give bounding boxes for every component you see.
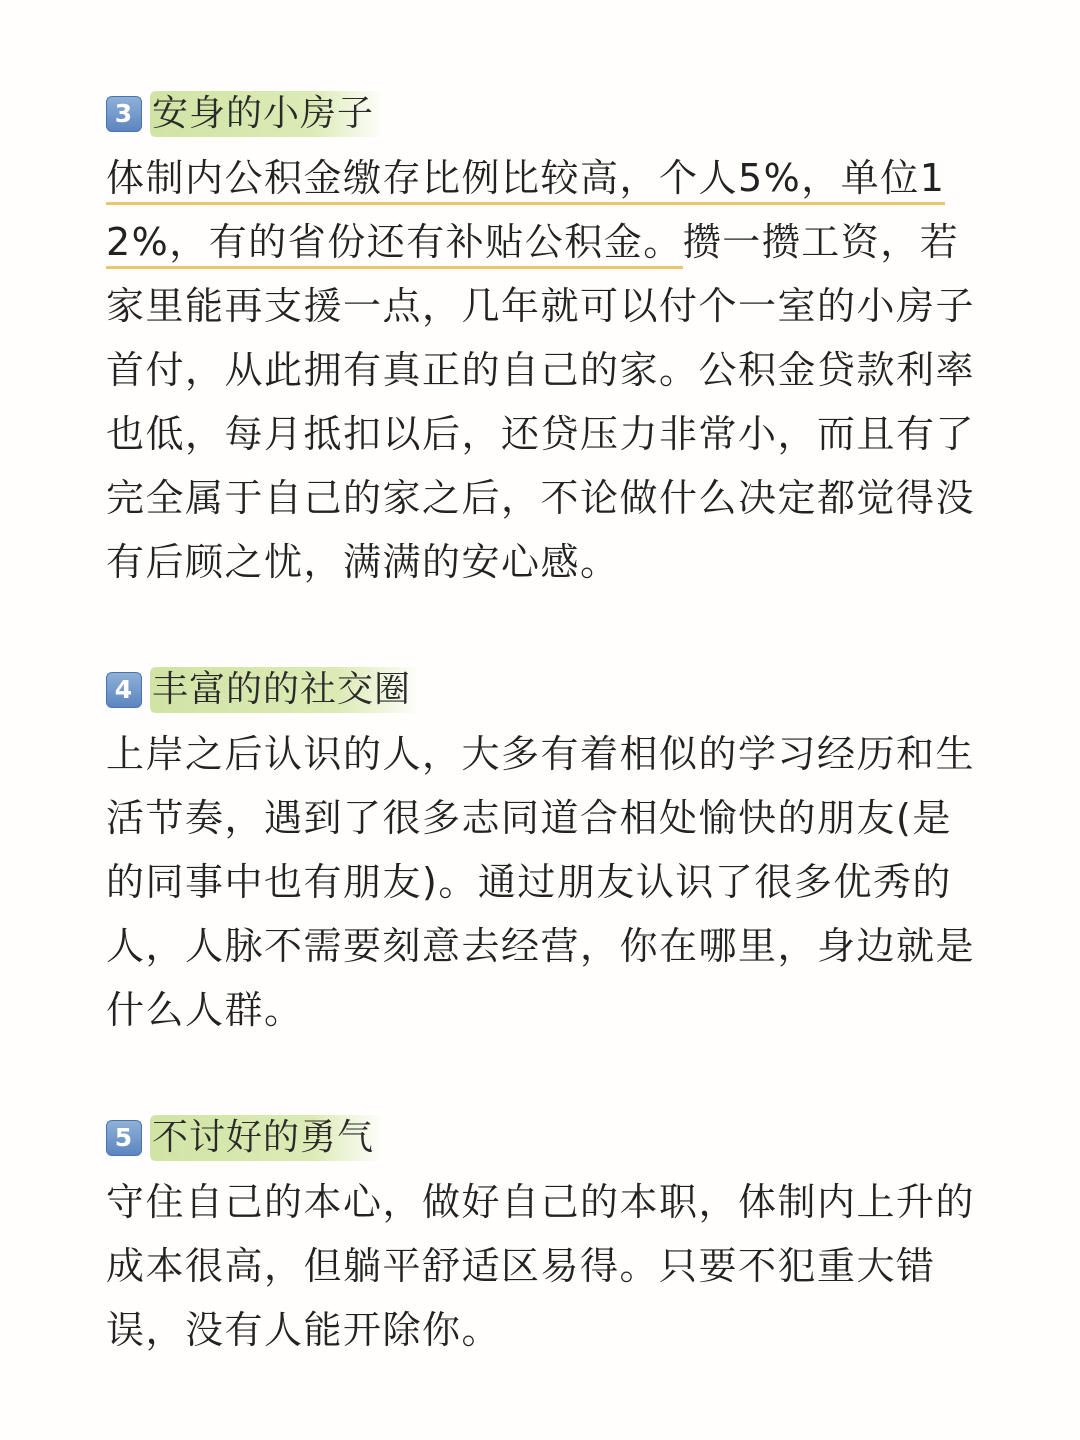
paragraph-text: 上岸之后认识的人，大多有着相似的学习经历和生活节奏，遇到了很多志同道合相处愉快的朋友(是的同事中也有朋友)。通过朋友认识了很多优秀的人，人脉不需要刻意去经营，你在哪里，身边就是什么人群。: [106, 732, 976, 1032]
section-title: 丰富的的社交圈: [150, 667, 421, 713]
highlighted-text: 体制内公积金缴存比例比较高，个人5%，单位12%，有的省份还有补贴公积金。: [106, 156, 945, 269]
section-title: 安身的小房子: [150, 91, 384, 137]
paragraph-text: 守住自己的本心，做好自己的本职，体制内上升的成本很高，但躺平舒适区易得。只要不犯重大错误，没有人能开除你。: [106, 1180, 976, 1352]
section-paragraph: [106, 1170, 986, 1362]
paragraph-text: 攒一攒工资，若家里能再支援一点，几年就可以付个一室的小房子首付，从此拥有真正的自己的家。公积金贷款利率也低，每月抵扣以后，还贷压力非常小，而且有了完全属于自己的家之后，不论做什么决定都觉得没有后顾之忧，满满的安心感。: [106, 220, 976, 584]
section-4: [106, 664, 986, 1042]
section-heading: [106, 88, 986, 140]
section-heading: [106, 664, 986, 716]
section-paragraph: [106, 722, 986, 1042]
keycap-number-icon: 5: [106, 1120, 142, 1156]
section-title: 不讨好的勇气: [150, 1115, 384, 1161]
section-heading: [106, 1112, 986, 1164]
section-paragraph: [106, 146, 986, 594]
keycap-number-icon: 4: [106, 672, 142, 708]
section-5: [106, 1112, 986, 1362]
keycap-number-icon: 3: [106, 96, 142, 132]
section-3: [106, 88, 986, 594]
